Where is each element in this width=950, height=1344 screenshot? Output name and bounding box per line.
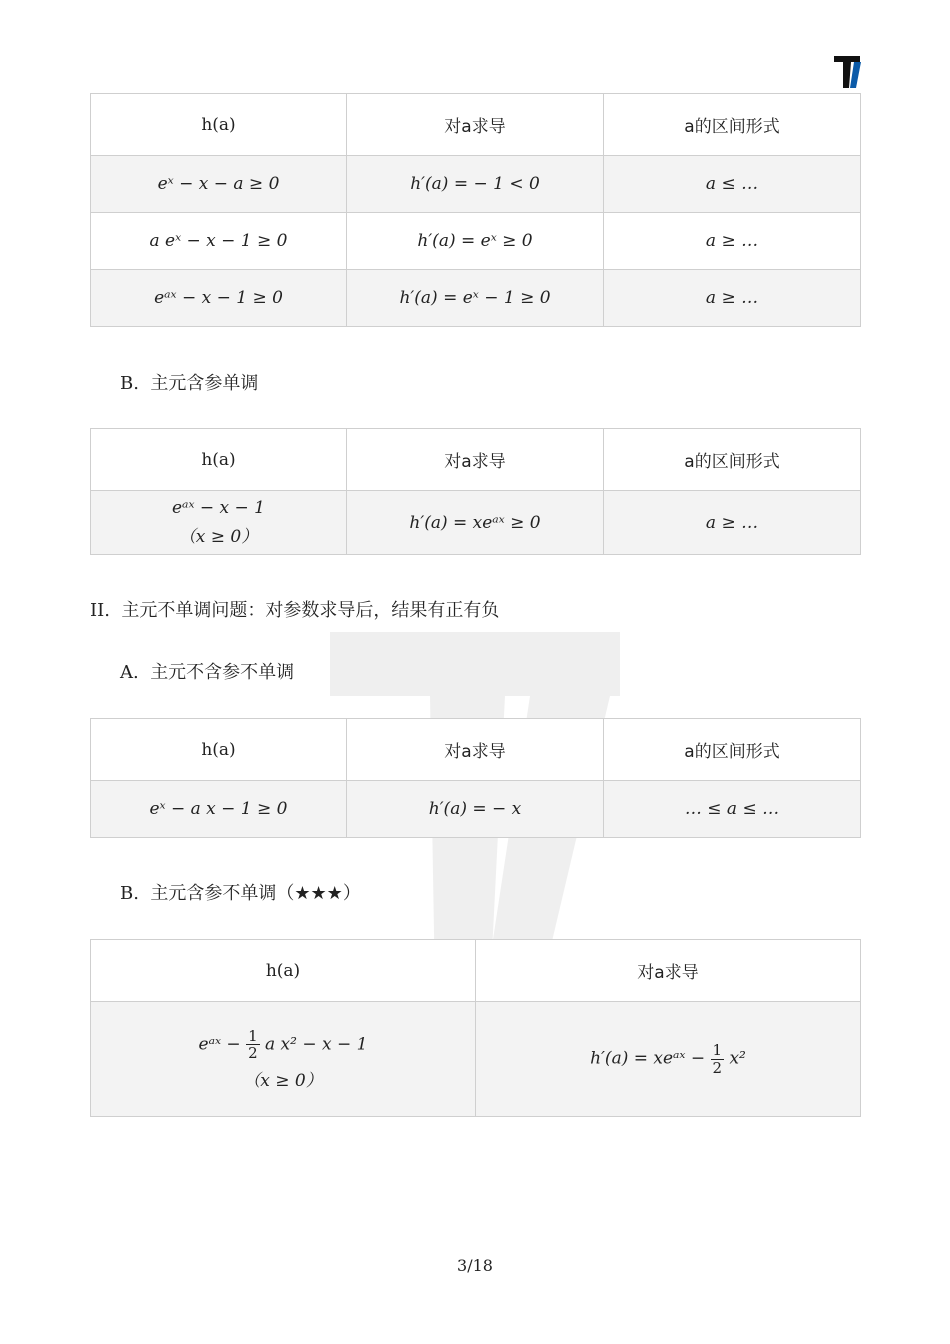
fraction-numerator: 1: [712, 1041, 723, 1059]
section-text: 主元含参不单调（★★★）: [150, 883, 361, 904]
header-derivative: 对a求导: [476, 940, 861, 1002]
section-label: II.: [90, 600, 110, 621]
expr-head: eᵃˣ −: [198, 1034, 241, 1054]
expr-text: eᵃˣ − x − 1: [172, 498, 265, 518]
section-text: 主元不含参不单调: [150, 662, 295, 683]
header-h-a: h(a): [91, 940, 476, 1002]
cell-interval: … ≤ a ≤ …: [604, 781, 861, 838]
header-interval: a的区间形式: [604, 94, 861, 156]
cell-expr: eᵃˣ − x − 1 ≥ 0: [91, 270, 347, 327]
fraction-half: [711, 1042, 725, 1076]
cell-derivative: h′(a) = − 1 < 0: [347, 156, 604, 213]
cell-interval: a ≤ …: [604, 156, 861, 213]
header-h-a: h(a): [91, 719, 347, 781]
condition-text: （x ≥ 0）: [178, 527, 259, 547]
cell-expr: [91, 491, 347, 555]
section-label: A.: [120, 662, 139, 683]
section-text: 主元不单调问题：对参数求导后，结果有正有负: [121, 600, 500, 621]
section-label: B.: [120, 883, 139, 904]
section-heading: [120, 879, 361, 905]
header-derivative: 对a求导: [347, 719, 604, 781]
fraction-denominator: 2: [248, 1044, 258, 1062]
section-heading: [90, 596, 499, 622]
table-row: [91, 1002, 861, 1117]
cell-expr: eˣ − a x − 1 ≥ 0: [91, 781, 347, 838]
cell-derivative: h′(a) = xeᵃˣ ≥ 0: [347, 491, 604, 555]
header-h-a: h(a): [91, 429, 347, 491]
expr-tail: a x² − x − 1: [265, 1034, 368, 1054]
fraction-half: [246, 1028, 260, 1062]
header-h-a: h(a): [91, 94, 347, 156]
header-derivative: 对a求导: [347, 94, 604, 156]
deriv-tail: x²: [729, 1048, 746, 1069]
cell-derivative: [476, 1002, 861, 1117]
fraction-numerator: 1: [248, 1026, 258, 1045]
table-nonmonotonic-with-param: [90, 939, 861, 1117]
table-row: [91, 270, 861, 327]
cell-expr: a eˣ − x − 1 ≥ 0: [91, 213, 347, 270]
section-text: 主元含参单调: [150, 373, 259, 394]
table-header-row: [91, 719, 861, 781]
table-header-row: [91, 940, 861, 1002]
table-monotonic-no-param: [90, 93, 861, 327]
cell-derivative: h′(a) = − x: [347, 781, 604, 838]
table-row: [91, 156, 861, 213]
cell-derivative: h′(a) = eˣ ≥ 0: [347, 213, 604, 270]
header-interval: a的区间形式: [604, 719, 861, 781]
cell-interval: a ≥ …: [604, 270, 861, 327]
cell-expr: [91, 1002, 476, 1117]
section-label: B.: [120, 373, 139, 394]
section-heading: [120, 658, 294, 684]
table-monotonic-with-param: [90, 428, 861, 555]
table-nonmonotonic-no-param: [90, 718, 861, 838]
fraction-denominator: 2: [712, 1058, 723, 1077]
cell-interval: a ≥ …: [604, 213, 861, 270]
section-heading: [120, 369, 258, 395]
table-row: [91, 781, 861, 838]
table-header-row: [91, 94, 861, 156]
cell-derivative: h′(a) = eˣ − 1 ≥ 0: [347, 270, 604, 327]
header-derivative: 对a求导: [347, 429, 604, 491]
page-number: 3/18: [457, 1256, 493, 1275]
brand-logo: [834, 56, 862, 88]
table-row: [91, 491, 861, 555]
deriv-head: h′(a) = xeᵃˣ −: [590, 1048, 706, 1069]
table-header-row: [91, 429, 861, 491]
cell-interval: a ≥ …: [604, 491, 861, 555]
table-row: [91, 213, 861, 270]
cell-expr: eˣ − x − a ≥ 0: [91, 156, 347, 213]
condition-text: （x ≥ 0）: [243, 1070, 323, 1091]
header-interval: a的区间形式: [604, 429, 861, 491]
